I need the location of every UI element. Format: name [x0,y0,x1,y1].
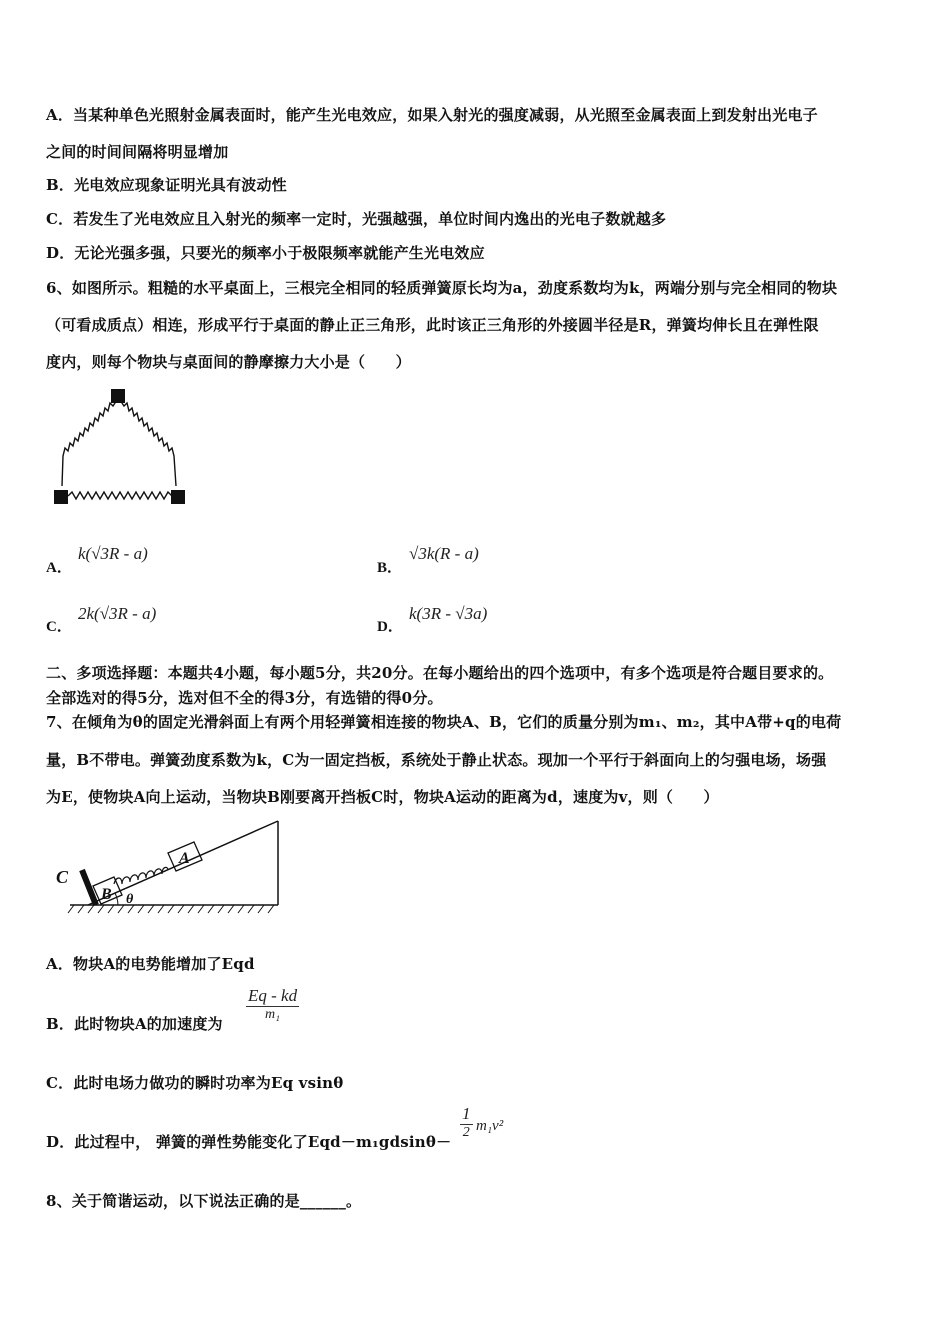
label-b: B [101,886,112,903]
q6-stem-line2: （可看成质点）相连，形成平行于桌面的静止正三角形，此时该正三角形的外接圆半径是R，弹簧均伸长且在弹性限 [46,316,819,334]
block-right [171,490,185,504]
q7-option-b-numerator: Eq - kd [248,986,298,1005]
q6-option-c-expr: 2k(√3R - a) [78,604,157,623]
q6-stem-line3: 度内，则每个物块与桌面间的静摩擦力大小是（ ） [46,353,411,371]
section2-heading-line1: 二、多项选择题：本题共4小题，每小题5分，共20分。在每小题给出的四个选项中，有多个选项是符合题目要求的。 [46,664,834,682]
q7-option-b-denominator: m₁ [265,1007,281,1022]
q7-option-d-tail: m₁v² [476,1118,504,1134]
q6-stem-line1: 6、如图所示。粗糙的水平桌面上，三根完全相同的轻质弹簧原长均为a，劲度系数均为k，两端分别与完全相同的物块 [46,279,838,297]
section2-heading-line2: 全部选对的得5分，选对但不全的得3分，有选错的得0分。 [46,689,443,707]
label-c: C [56,867,69,887]
q6-option-a-label: A． [46,560,72,576]
label-a: A [179,850,190,867]
spring-left [62,400,117,486]
q7-option-a: A．物块A的电势能增加了Eqd [46,955,255,973]
q5-option-a-line1: A．当某种单色光照射金属表面时，能产生光电效应，如果入射光的强度减弱，从光照至金属表面上到发射出光电子 [46,106,818,124]
block-top [111,389,125,403]
incline-spring-figure [52,816,284,916]
q8-stem: 8、关于简谐运动，以下说法正确的是______。 [46,1192,362,1210]
q6-option-a-expr: k(√3R - a) [78,544,148,563]
q7-stem-line1: 7、在倾角为θ的固定光滑斜面上有两个用轻弹簧相连接的物块A、B，它们的质量分别为m₁、m₂，其中A带+q的电荷 [46,713,842,731]
q5-option-c: C．若发生了光电效应且入射光的频率一定时，光强越强，单位时间内逸出的光电子数就越多 [46,210,667,228]
q7-stem-line2: 量，B不带电。弹簧劲度系数为k，C为一固定挡板，系统处于静止状态。现加一个平行于斜面向上的匀强电场，场强 [46,751,827,769]
block-left [54,490,68,504]
q7-option-d-fraction [460,1104,473,1141]
q5-option-d: D．无论光强多强，只要光的频率小于极限频率就能产生光电效应 [46,244,485,262]
q7-option-d-numerator: 1 [462,1104,471,1123]
label-theta: θ [126,892,134,907]
q7-option-d-text: D．此过程中， 弹簧的弹性势能变化了Eqd－m₁gdsinθ－ [46,1133,452,1151]
triangle-spring-figure [50,386,192,512]
q6-option-b-label: B． [377,560,403,576]
angle-arc [115,893,118,905]
q7-option-b-fraction [246,986,299,1023]
q6-option-d-label: D． [377,619,403,635]
q6-option-b-expr: √3k(R - a) [409,544,479,563]
q7-option-d-denominator: 2 [462,1125,470,1140]
q7-option-b-text: B．此时物块A的加速度为 [46,1015,223,1033]
spring-bottom [68,492,172,499]
spring-right [120,400,176,486]
q7-stem-line3: 为E，使物块A向上运动，当物块B刚要离开挡板C时，物块A运动的距离为d，速度为v，则（ ） [46,788,719,806]
q6-option-d-expr: k(3R - √3a) [409,604,488,623]
q5-option-a-line2: 之间的时间间隔将明显增加 [46,143,229,161]
q5-option-b: B．光电效应现象证明光具有波动性 [46,176,287,194]
q7-option-c: C．此时电场力做功的瞬时功率为Eq vsinθ [46,1074,344,1092]
q6-option-c-label: C． [46,619,72,635]
